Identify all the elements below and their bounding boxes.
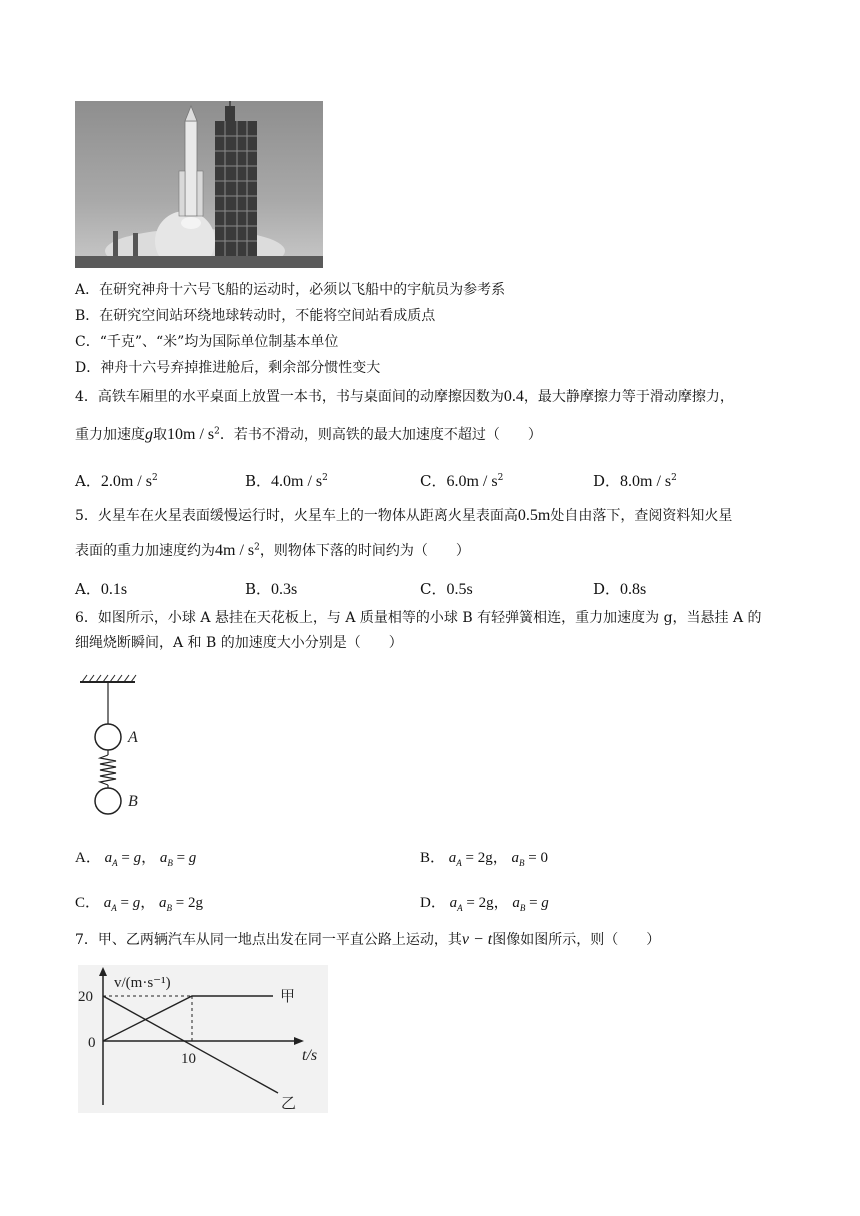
vt-graph [78, 965, 328, 1117]
q4-stem-line1: 4．高铁车厢里的水平桌面上放置一本书，书与桌面间的动摩擦因数为0.4，最大静摩擦力等于滑动摩擦力， [75, 388, 734, 405]
q6-option-a: A． $a_A = g$， $a_B = g$ [75, 850, 197, 868]
q7-stem: 7．甲、乙两辆汽车从同一地点出发在同一平直公路上运动，其v − t图像如图所示，则（ ） [75, 931, 661, 948]
x-axis-label: t/s [302, 1047, 318, 1064]
q5-option-b: B．0.3s [245, 580, 298, 598]
q6-option-b: B． $a_A = 2g$， $a_B = 0$ [420, 850, 548, 868]
q6-option-c: C． $a_A = g$， $a_B = 2g$ [75, 895, 203, 913]
ball-b-label: B [128, 793, 138, 810]
q3-option-a: A．在研究神舟十六号飞船的运动时，必须以飞船中的宇航员为参考系 [75, 282, 506, 298]
series-jia-label: 甲 [280, 987, 296, 1005]
spring-ball-figure [75, 672, 155, 824]
q3-option-d: D．神舟十六号弃掉推进舱后，剩余部分惯性变大 [75, 360, 381, 376]
q6-option-d: D． $a_A = 2g$， $a_B = g$ [420, 895, 549, 913]
q4-option-c: C．$6.0m / s^2$ [420, 472, 504, 490]
q3-option-c: C．“千克”、“米”均为国际单位制基本单位 [75, 334, 339, 350]
q6-stem-line1: 6．如图所示，小球 A 悬挂在天花板上，与 A 质量相等的小球 B 有轻弹簧相连，重力加速度为 g，当悬挂 A 的 [75, 610, 762, 626]
y-tick-0: 0 [88, 1035, 96, 1051]
rocket-launch-photo [75, 101, 323, 268]
q3-option-b: B．在研究空间站环绕地球转动时，不能将空间站看成质点 [75, 308, 436, 324]
ball-a-label: A [128, 729, 138, 746]
q5-option-d: D．0.8s [593, 580, 647, 598]
q4-option-a: A．$2.0m / s^2$ [75, 472, 158, 490]
y-tick-20: 20 [78, 989, 93, 1005]
q5-option-c: C．0.5s [420, 580, 473, 598]
q4-option-d: D．$8.0m / s^2$ [593, 472, 677, 490]
q4-option-b: B．$4.0m / s^2$ [245, 472, 328, 490]
q4-stem-line2: 重力加速度g取$10m / s^2$．若书不滑动，则高铁的最大加速度不超过（ ） [75, 426, 542, 443]
q6-stem-line2: 细绳烧断瞬间，A 和 B 的加速度大小分别是（ ） [75, 635, 403, 651]
q5-stem-line1: 5．火星车在火星表面缓慢运行时，火星车上的一物体从距离火星表面高0.5m处自由落下，查阅资料知火星 [75, 507, 733, 524]
series-yi-label: 乙 [281, 1094, 297, 1112]
y-axis-label: v/(m·s⁻¹) [114, 975, 171, 991]
x-tick-10: 10 [181, 1051, 196, 1067]
q5-option-a: A．0.1s [75, 580, 128, 598]
q5-stem-line2: 表面的重力加速度约为$4m / s^2$，则物体下落的时间约为（ ） [75, 542, 470, 559]
